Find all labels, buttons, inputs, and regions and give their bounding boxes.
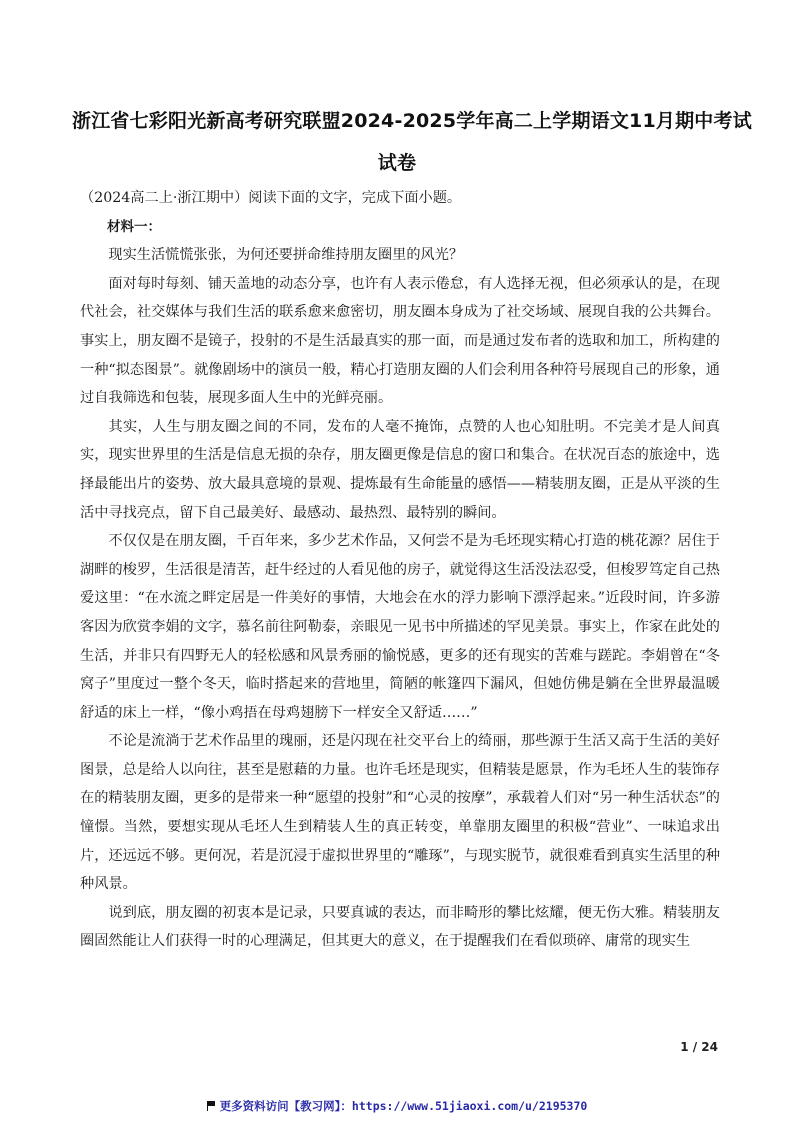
document-title-line2: 试卷 — [377, 152, 417, 174]
paragraph: 其实，人生与朋友圈之间的不同，发布的人毫不掩饰，点赞的人也心知肚明。不完美才是人间真实，现实世界里的生活是信息无损的杂存，朋友圈更像是信息的窗口和集合。在状况百态的旅途中，选择最能出片的姿势、放大最具意境的景观、提炼最有生命能量的感悟——精装朋友圈，正是从平淡的生活中寻找亮点，留下自己最美好、最感动、最热烈、最特别的瞬间。 — [80, 418, 720, 521]
paragraph: 现实生活慌慌张张，为何还要拼命维持朋友圈里的风光？ — [108, 247, 464, 264]
footer-url-link[interactable]: https://www.51jiaoxi.com/u/2195370 — [351, 1099, 588, 1113]
document-title-line1: 浙江省七彩阳光新高考研究联盟2024-2025学年高二上学期语文11月期中考试 — [72, 110, 752, 132]
paragraph: 面对每时每刻、铺天盖地的动态分享，也许有人表示倦怠，有人选择无视，但必须承认的是，在现代社会，社交媒体与我们生活的联系愈来愈密切，朋友圈本身成为了社交场域、展现自我的公共舞台。事实上，朋友圈不是镜子，投射的不是生活最真实的那一面，而是通过发布者的选取和加工，所构建的一种“拟态图景”。就像剧场中的演员一般，精心打造朋友圈的人们会利用各种符号展现自己的形象，通过自我筛选和包装，展现多面人生中的光鲜亮丽。 — [80, 275, 720, 407]
paragraph: 不论是流淌于艺术作品里的瑰丽，还是闪现在社交平台上的绮丽，那些源于生活又高于生活的美好图景，总是给人以向往，甚至是慰藉的力量。也许毛坯是现实，但精装是愿景，作为毛坯人生的装饰存在的精装朋友圈，更多的是带来一种“愿望的投射”和“心灵的按摩”，承载着人们对“另一种生活状态”的憧憬。当然，要想实现从毛坯人生到精装人生的真正转变，单靠朋友圈里的积极“营业”、一味追求出片，还远远不够。更何况，若是沉浸于虚拟世界里的“雕琢”，与现实脱节，就很难看到真实生活里的种种风景。 — [80, 733, 720, 893]
footer-promo — [0, 1098, 794, 1114]
material-heading: 材料一： — [107, 218, 161, 235]
paragraph: 说到底，朋友圈的初衷本是记录，只要真诚的表达，而非畸形的攀比炫耀，便无伤大雅。精装朋友圈固然能让人们获得一时的心理满足，但其更大的意义，在于提醒我们在看似琐碎、庸常的现实生 — [80, 904, 720, 950]
paragraph: 不仅仅是在朋友圈，千百年来，多少艺术作品，又何尝不是为毛坯现实精心打造的桃花源？居住于湖畔的梭罗，生活很是清苦，赶牛经过的人看见他的房子，就觉得这生活没法忍受，但梭罗笃定自己热爱这里：“在水流之畔定居是一件美好的事情，大地会在水的浮力影响下漂浮起来。”近段时间，许多游客因为欣赏李娟的文字，慕名前往阿勒泰，亲眼见一见书中所描述的罕见美景。事实上，作家在此处的生活，并非只有四野无人的轻松感和风景秀丽的愉悦感，更多的还有现实的苦难与蹉跎。李娟曾在“冬窝子”里度过一整个冬天，临时搭起来的营地里，简陋的帐篷四下漏风，但她仿佛是躺在全世界最温暖舒适的床上一样，“像小鸡捂在母鸡翅膀下一样安全又舒适……” — [80, 533, 720, 721]
question-source: （2024高二上·浙江期中）阅读下面的文字，完成下面小题。 — [80, 190, 462, 206]
page-number: 1 / 24 — [680, 1040, 718, 1054]
flag-icon — [207, 1101, 216, 1111]
document-body — [80, 184, 720, 956]
footer-promo-text: 更多资料访问【教习网】： — [219, 1099, 352, 1113]
